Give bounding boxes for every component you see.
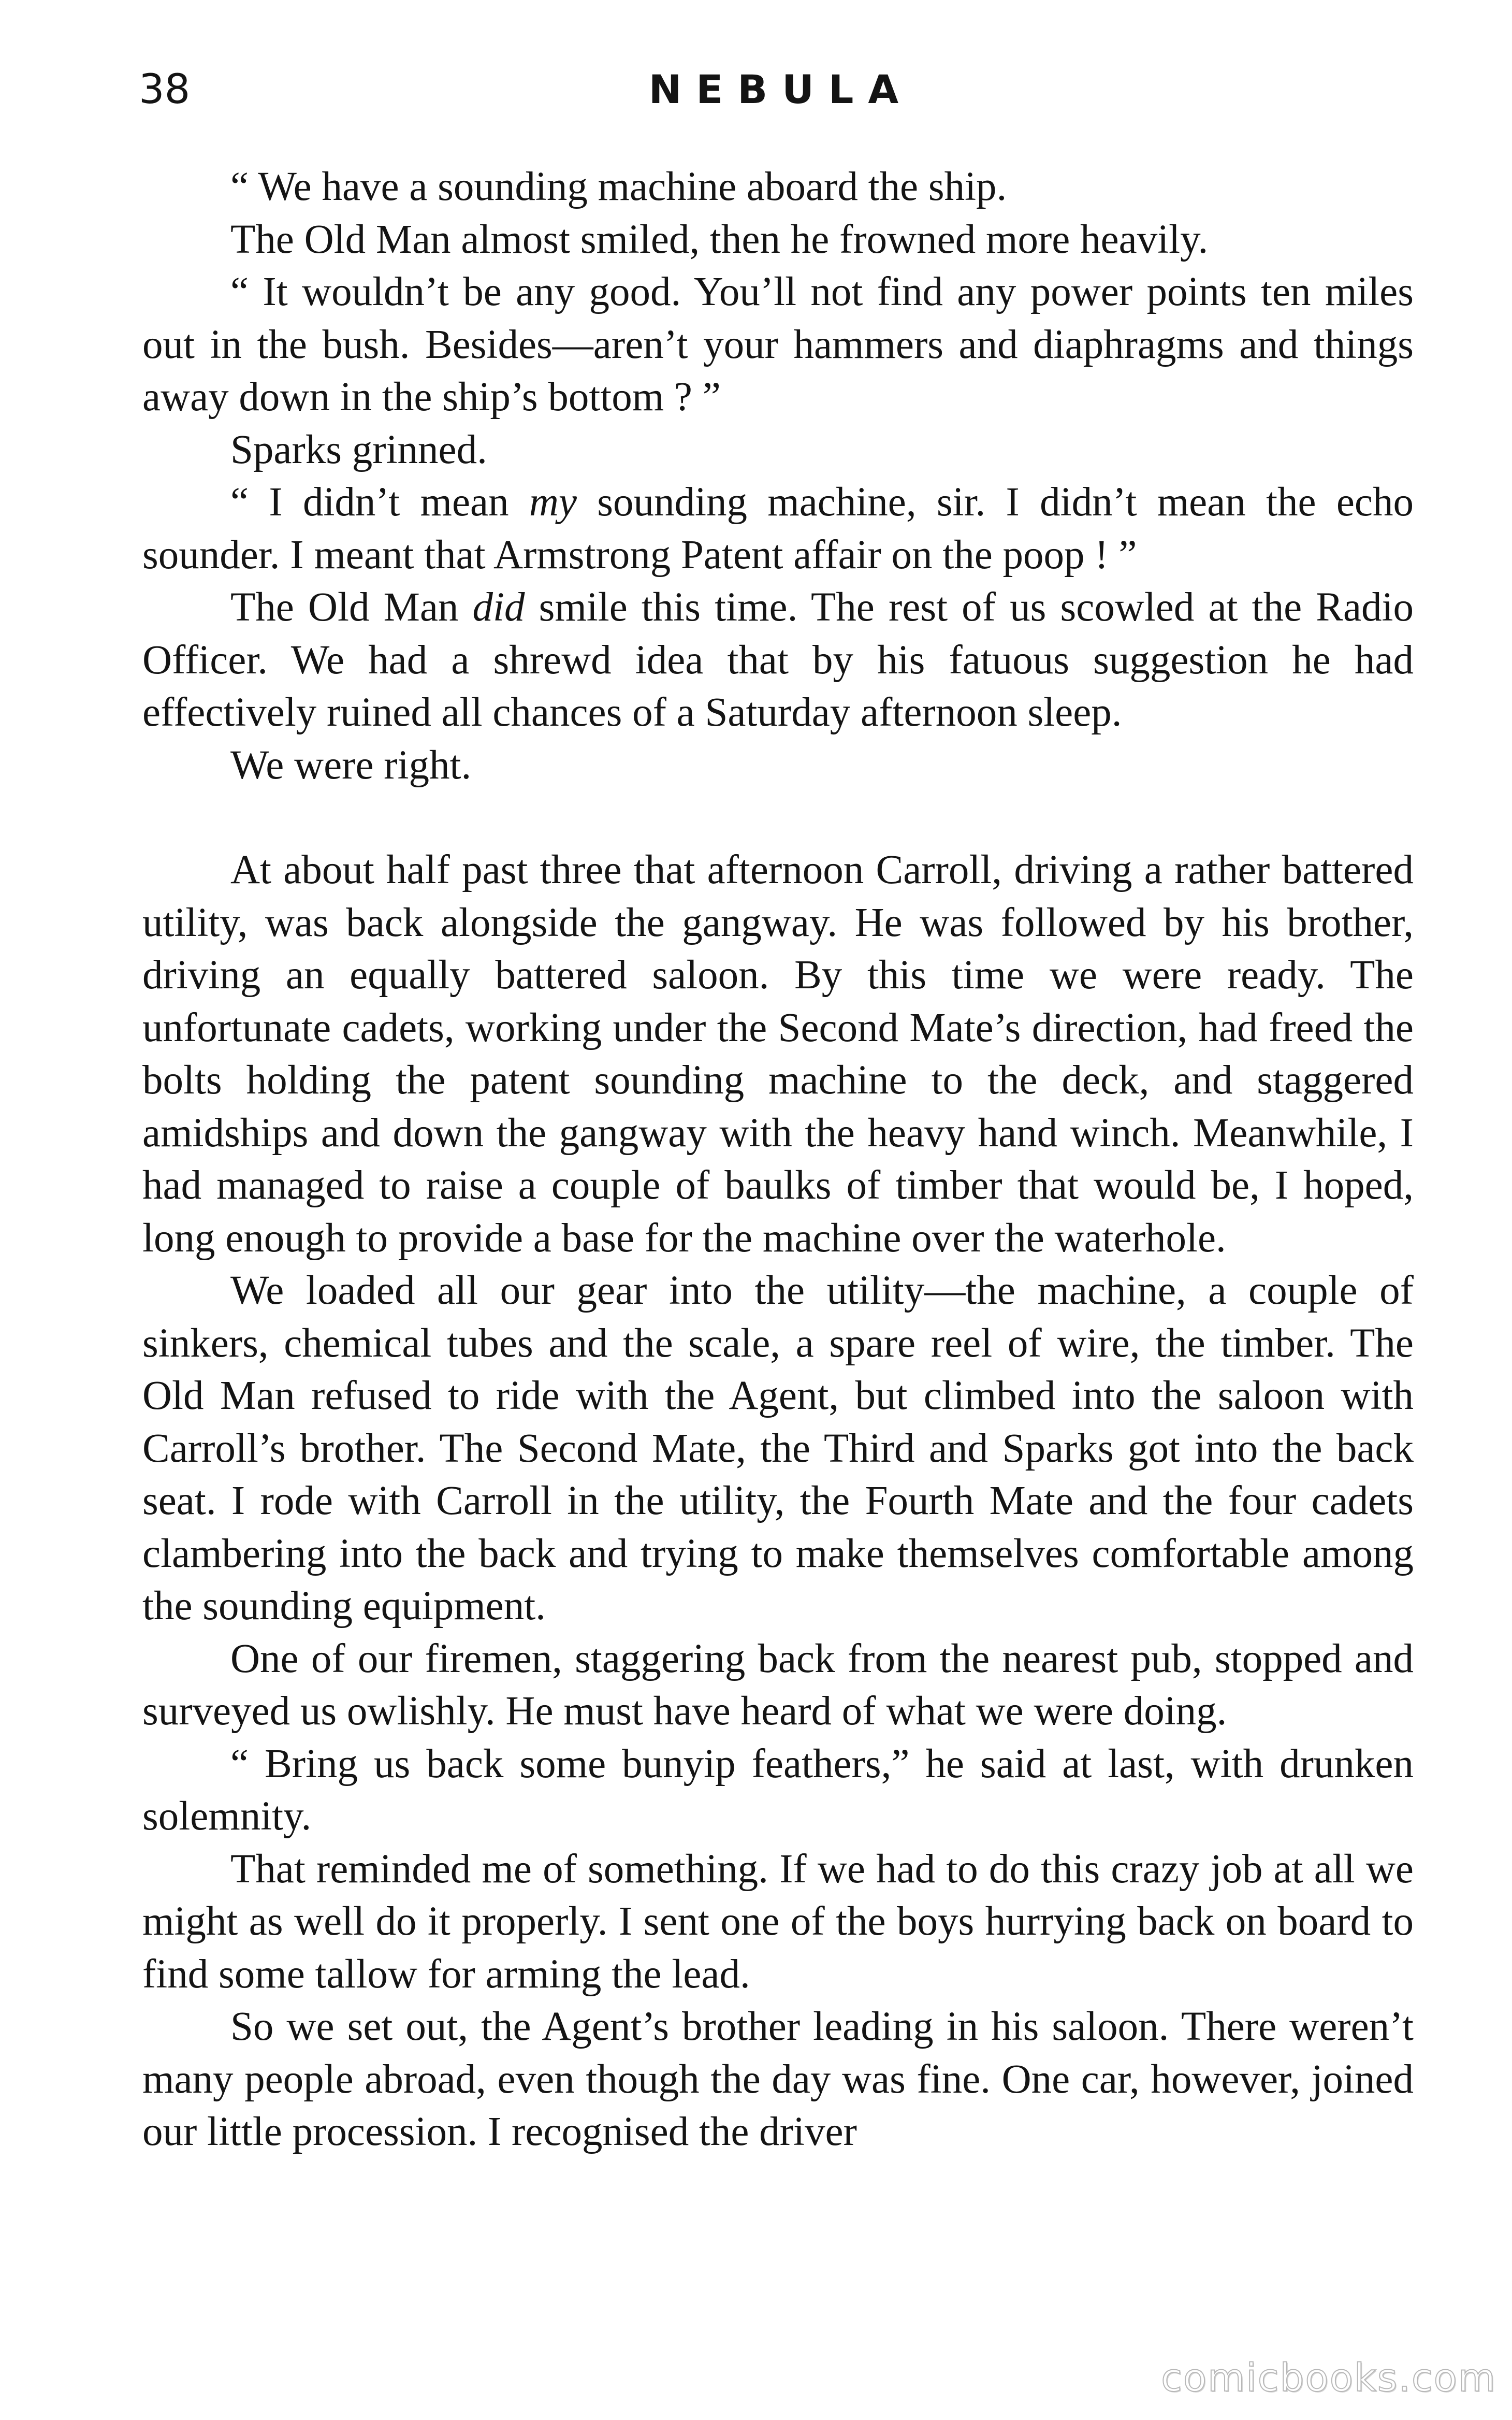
paragraph-7: We were right. xyxy=(230,742,472,788)
watermark: comicbooks.com xyxy=(1161,2356,1496,2400)
paragraph-12: That reminded me of something. If we had to do this crazy job at all we might as well do it properly. I sent one of the boys hurrying back on board to find some tallow for arming the lead. xyxy=(142,1846,1414,1997)
paragraph-1: “ We have a sounding machine aboard the ship. xyxy=(230,164,1007,209)
paragraph-11: “ Bring us back some bunyip feathers,” he said at last, with drunken solemnity. xyxy=(142,1741,1414,1839)
paragraph-3: “ It wouldn’t be any good. You’ll not find any power points ten miles out in the bush. Besides—aren’t your hammers and diaphragms and things away down in the ship’s bottom ? ” xyxy=(142,269,1414,420)
paragraph-5-end: sounding machine, sir. I didn’t mean the echo sounder. I meant that Armstrong Patent affair on the poop ! ” xyxy=(142,480,1414,578)
body-text xyxy=(142,161,1414,2158)
paragraph-13: So we set out, the Agent’s brother leading in his saloon. There weren’t many people abroad, even though the day was fine. One car, however, joined our little procession. I recognised the driver xyxy=(142,2004,1414,2154)
paragraph-9: We loaded all our gear into the utility—the machine, a couple of sinkers, chemical tubes and the scale, a spare reel of wire, the timber. The Old Man refused to ride with the Agent, but climbed into the saloon with Carroll’s brother. The Second Mate, the Third and Sparks got into the back seat. I rode with Carroll in the utility, the Fourth Mate and the four cadets clambering into the back and trying to make themselves comfortable among the sounding equipment. xyxy=(142,1268,1414,1629)
paragraph-8: At about half past three that afternoon Carroll, driving a rather battered utility, was back alongside the gangway. He was followed by his brother, driving an equally battered saloon. By this time we were ready. The unfortunate cadets, working under the Second Mate’s direction, had freed the bolts holding the patent sounding machine to the deck, and staggered amidships and down the gangway with the heavy hand winch. Meanwhile, I had managed to raise a couple of baulks of timber that would be, I hoped, long enough to provide a base for the machine over the waterhole. xyxy=(142,847,1414,1261)
page-header xyxy=(139,61,1408,118)
paragraph-4: Sparks grinned. xyxy=(230,427,487,472)
paragraph-6 xyxy=(142,581,1414,739)
running-title: NEBULA xyxy=(648,66,913,112)
paragraph-5-start: “ I didn’t mean xyxy=(230,480,529,525)
paragraph-6-emphasis: did xyxy=(472,585,525,630)
paragraph-6-end: smile this time. The rest of us scowled at the Radio Officer. We had a shrewd idea that by his fatuous suggestion he had effectively ruined all chances of a Saturday afternoon sleep. xyxy=(142,585,1414,735)
page-number: 38 xyxy=(139,66,191,113)
paragraph-10: One of our firemen, staggering back from the nearest pub, stopped and surveyed us owlishly. He must have heard of what we were doing. xyxy=(142,1636,1414,1734)
paragraph-5 xyxy=(142,476,1414,581)
paragraph-6-start: The Old Man xyxy=(230,585,473,630)
paragraph-2: The Old Man almost smiled, then he frowned more heavily. xyxy=(230,217,1209,262)
paragraph-5-emphasis: my xyxy=(529,480,577,525)
